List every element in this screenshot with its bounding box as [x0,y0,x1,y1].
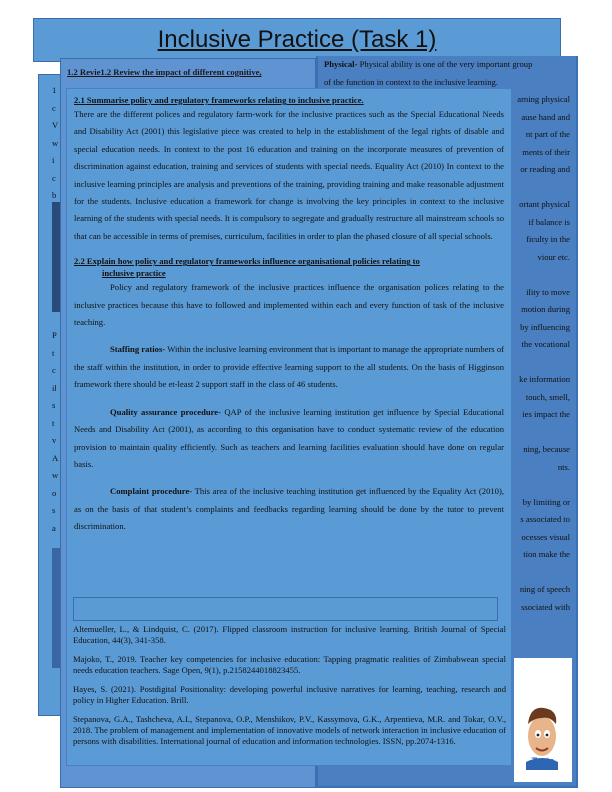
physical-panel-line [324,56,570,74]
reference-item: Stepanova, G.A., Tashcheva, A.I., Stepanova, O.P., Menshikov, P.V., Kassymova, G.K., Arpentieva, M.R. and Tokar, O.V., 2018. The problem of management and implementation of innovative models of network interaction in inclusive education of persons with disabilities. International journal of education and information technologies. ISSN, pp.2074-1316. [73,714,506,746]
section-2-2-heading [74,255,504,279]
physical-line-text: viour etc. [537,251,570,262]
physical-line-text: of the function in context to the inclusive learning. [324,76,498,87]
left-strip-line: w [52,137,59,148]
section-2-1-body: There are the different polices and regulatory farm-work for the inclusive practices such as the Special Educational Needs and Disability Act (2001) this legislative piece was created to help in the establishment of the legal rights of disable and special education needs. In context to the post 16 education and training on the incorporate measures of prevention of discrimination against education, training and services of students with special needs. Equality Act (2010) In context to the inclusive learning principles are analysis and preventions of the training, providing training and make reasonable adjustment for the students. Inclusive education a framework for change is involving the key principles in context to the inclusive learning of the students with special needs. It is compulsory to segregate and gradually restructure all mainstream schools so that can be accessible in terms of premises, curriculum, facilities in order to plan the phased closure of all special schools. [74,109,504,241]
physical-line-text: ning, because [523,444,570,454]
physical-line-text: ments of their [522,146,570,157]
physical-line-text: ocesses visual [521,531,570,542]
physical-line-text: motion during [521,304,570,314]
photo-left-strip [52,202,60,312]
complaint-label: Complaint procedure- [110,486,193,497]
complaint-text: This area of the inclusive teaching institution get influenced by the Equality Act (2010), as on the basis of that student’s complaints and feedbacks regarding learning should be done by the tutor to prevent discrimination. [74,486,504,532]
physical-line-text: tion make the [523,549,570,559]
physical-line-text: nts. [557,461,570,472]
physical-line-text: ortant physical [519,199,570,209]
physical-line-text: arning physical [517,94,570,104]
physical-line-text: by limiting or [522,496,570,507]
section-2-1-heading: 2.1 Summarise policy and regulatory frameworks relating to inclusive practice. [74,95,364,105]
empty-text-box[interactable] [73,597,498,621]
reference-item: Hayes, S. (2021). Postdigital Positionality: developing powerful inclusive narratives for learning, teaching, research and policy in Higher Education. Brill. [73,684,506,705]
staffing-label: Staffing ratios- [110,344,166,355]
left-strip-line: t [52,417,55,428]
left-strip-line: s [52,505,56,515]
section-2-2-heading-line2: inclusive practice [102,268,166,279]
left-strip-line: t [52,347,55,358]
front-panel [66,88,512,766]
physical-line-text: if balance is [528,216,570,227]
quality-text: QAP of the inclusive learning institution get influence by Special Educational Needs and Disability Act (2001), as according to this organisation have to conduct systematic review of the education provision to maintain quality efficiently. Such as teachers and learning facilities evaluation should have done on regular basis. [74,406,504,469]
left-strip-line: V [52,120,59,130]
photo-left-strip-lower [52,548,60,668]
quality-label: Quality assurance procedure- [110,406,221,417]
physical-line-text: ke information [519,374,570,384]
physical-line-text: by influencing [520,321,570,332]
left-strip-line: c [52,102,56,113]
left-strip-line: A [52,452,59,463]
left-strip-line: a [52,522,56,533]
quality-paragraph [74,404,504,474]
physical-line-text: ies impact the [522,409,570,419]
left-strip-line: 1 [52,85,57,95]
left-strip-line [52,310,60,328]
physical-line-text: s associated to [520,514,570,524]
left-strip-line: il [52,382,57,393]
left-strip-line: i [52,155,55,165]
left-strip-line: o [52,487,57,498]
physical-line-text: touch, smell, [525,391,570,402]
image-caption: Taste [531,756,555,766]
left-strip-line: v [52,435,57,445]
reference-item: Majoko, T., 2019. Teacher key competencies for inclusive education: Tapping pragmatic realities of Zimbabwean special needs education teachers. Sage Open, 9(1), p.2158244018823455. [73,654,506,675]
section-2-2-heading-line1: 2.2 Explain how policy and regulatory frameworks influence organisational policies relating to [74,256,420,267]
mid-panel-header: 1.2 Revie1.2 Review the impact of different cognitive, [67,67,262,77]
left-strip-line: w [52,470,59,480]
left-strip-line: c [52,365,56,375]
left-strip-line: s [52,400,56,410]
physical-line-text: ssociated with [521,601,570,612]
left-strip-text [38,74,60,716]
staffing-text: Within the inclusive learning environment that is important to manage the appropriate numbers of the staff within the institution, in order to provide effective learning support to the all students. On the basis of Higginson framework there should be et-least 2 support staff in the class of 46 students. [74,344,504,390]
physical-line-text: nt part of the [525,129,570,139]
physical-line-text: ning of speech [519,584,570,594]
physical-line-text: or reading and [520,164,570,174]
complaint-paragraph [74,483,504,535]
left-strip-line: c [52,172,56,183]
staffing-paragraph [74,341,504,393]
page-title: Inclusive Practice (Task 1) [157,26,437,53]
physical-line-text: ause hand and [521,111,570,122]
section-2-2-intro: Policy and regulatory framework of the inclusive practices influence the organisation polices relating to the inclusive practices because this have to followed and implemented within each and every function of task of the inclusive teaching. [74,282,504,328]
left-strip-line: P [52,330,57,340]
references-list [73,624,506,755]
reference-item: Altemueller, L., & Lindquist, C. (2017). Flipped classroom instruction for inclusive learning. British Journal of Special Education, 44(3), 341-358. [73,624,506,645]
physical-line-text: ility to move [526,286,570,297]
physical-label: Physical- [324,59,358,69]
taste-illustration [514,658,572,782]
physical-line-text: Physical ability is one of the very important group [357,59,533,69]
physical-line-text: the vocational [521,339,570,349]
physical-line-text: ficulty in the [526,234,570,244]
left-strip-line: b [52,190,57,200]
